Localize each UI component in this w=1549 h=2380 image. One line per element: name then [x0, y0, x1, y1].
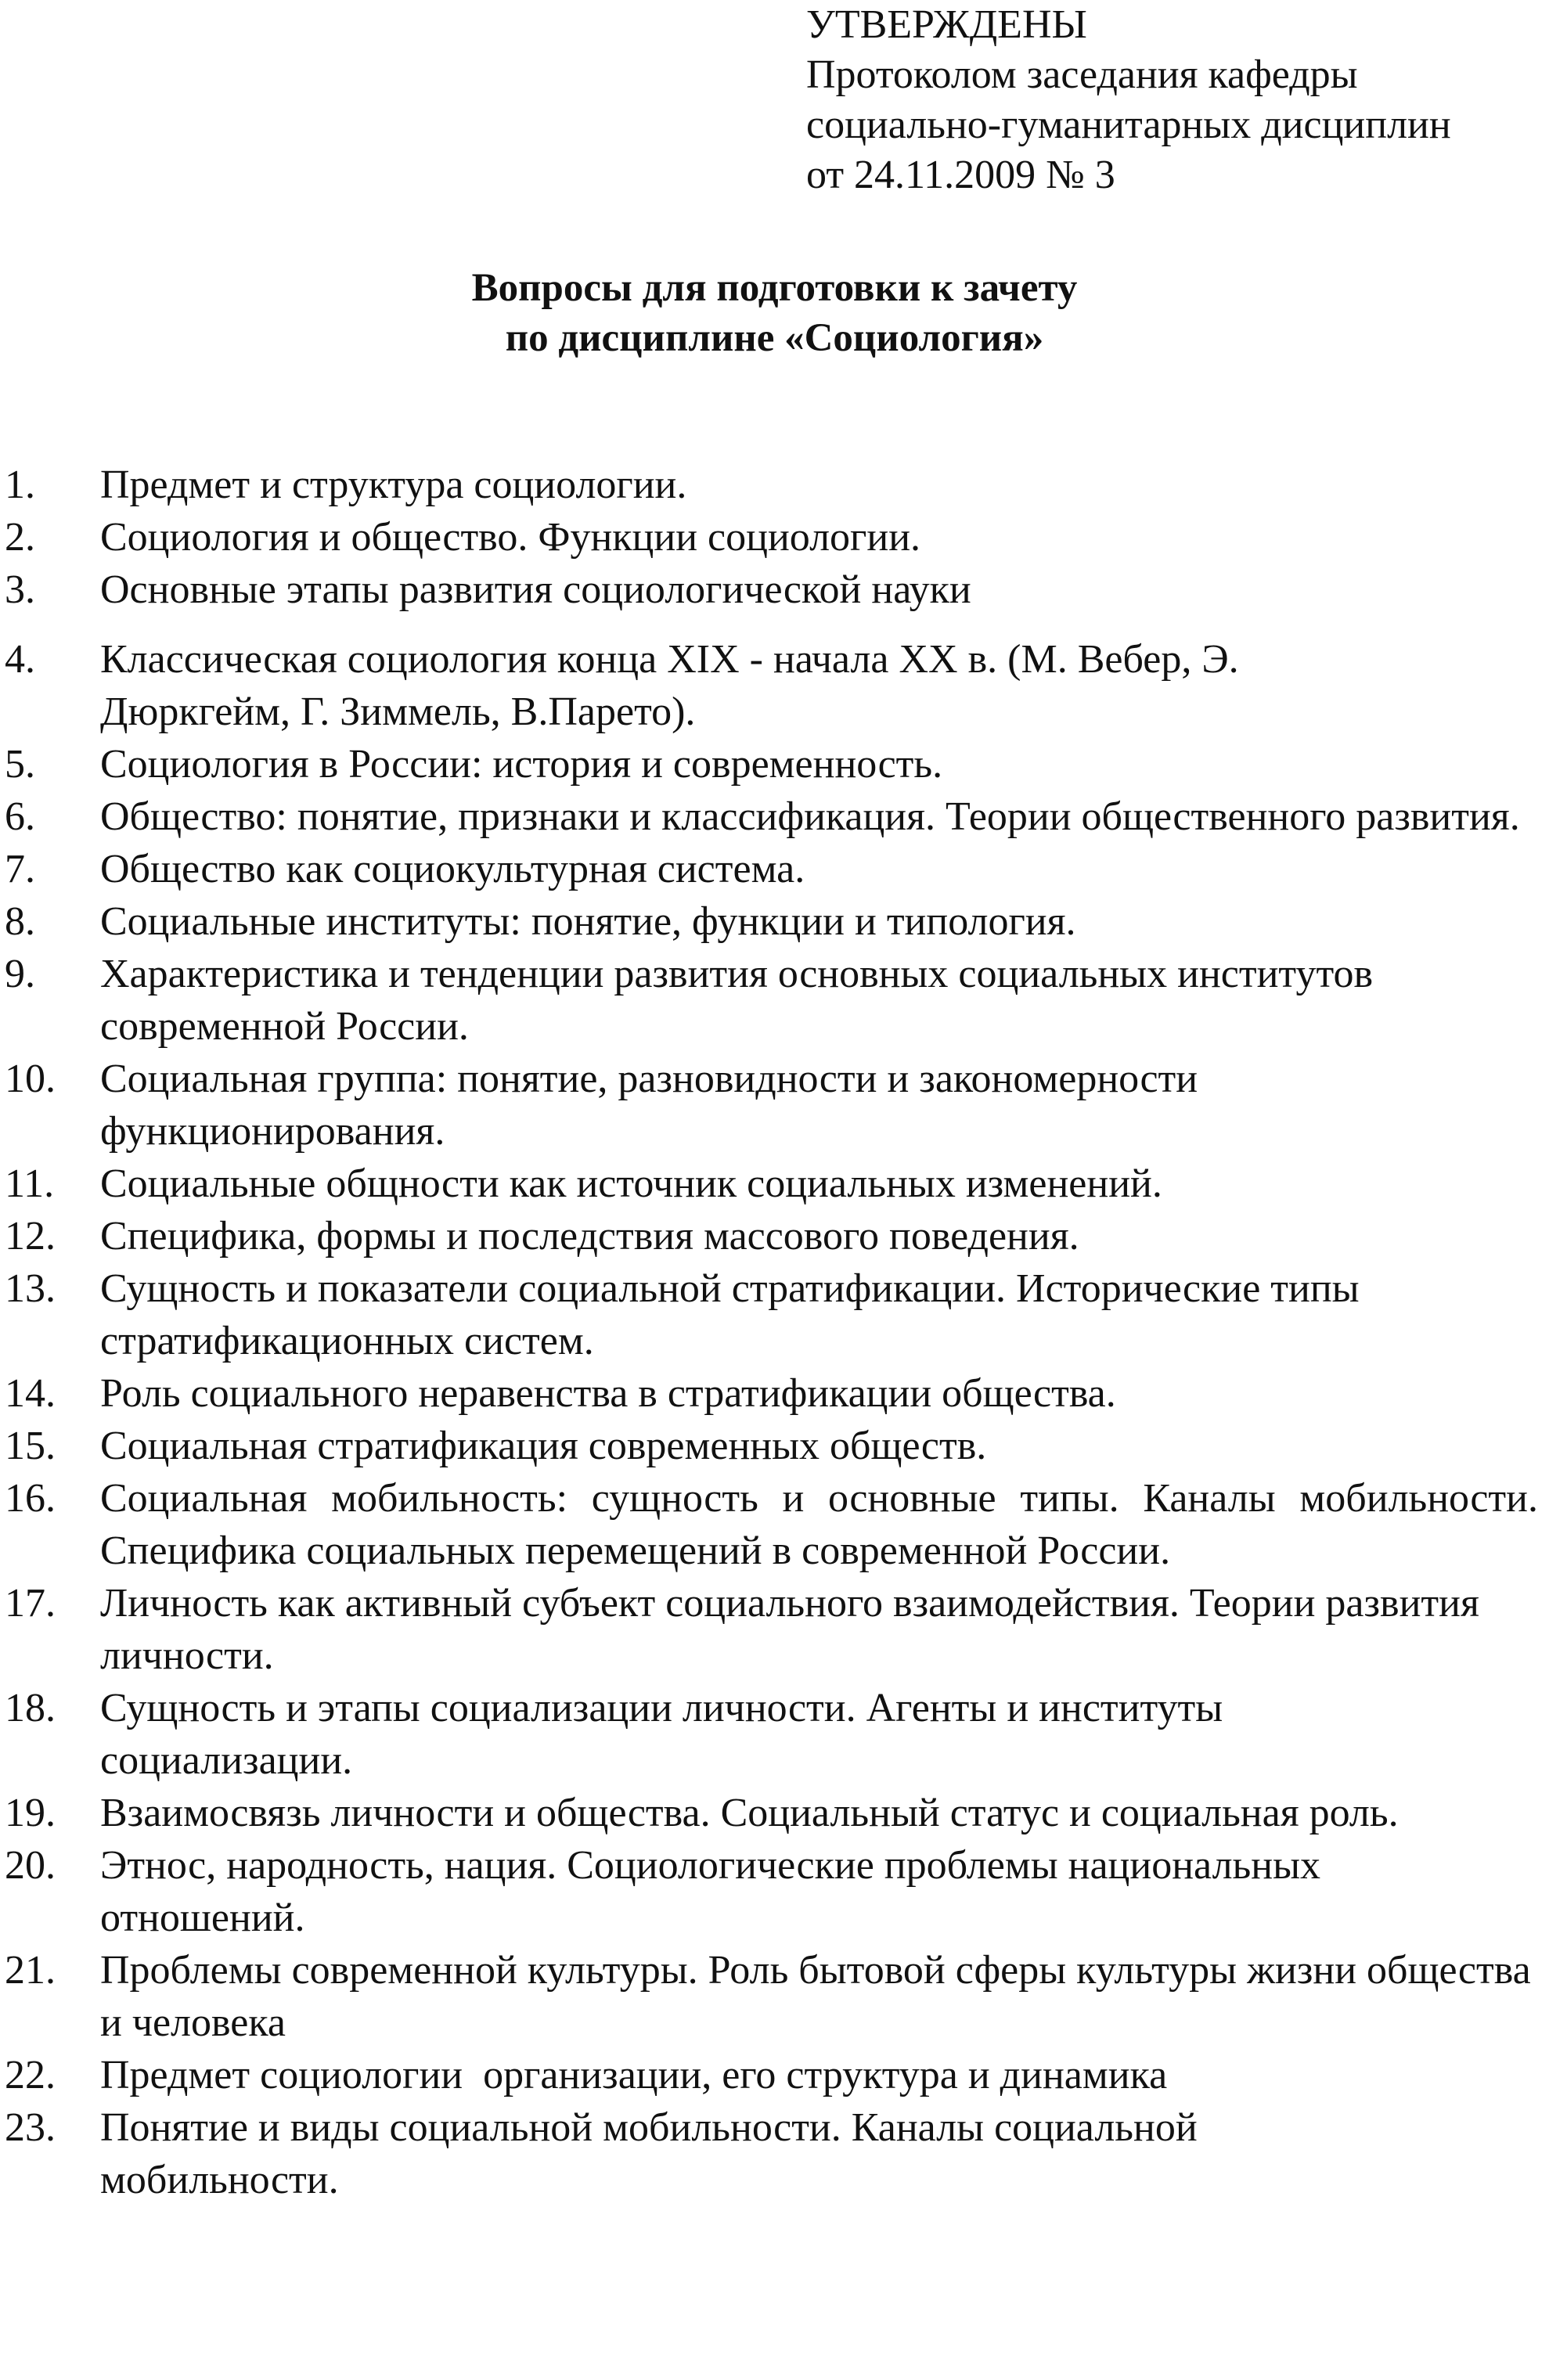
question-number: 12. [5, 1214, 56, 1258]
list-item [0, 1787, 1549, 1839]
question-text: Социальная мобильность: сущность и основные типы. Каналы мобильности. Специфика социальных перемещений в современной России. [100, 1476, 1538, 1573]
list-item [0, 895, 1549, 948]
question-number: 19. [5, 1791, 56, 1835]
list-item [0, 1053, 1549, 1158]
question-number: 21. [5, 1948, 56, 1993]
question-number: 23. [5, 2105, 56, 2150]
question-text: Классическая социология конца XIX - начала XX в. (М. Вебер, Э. Дюркгейм, Г. Зиммель, В.Парето). [100, 637, 1239, 734]
question-number: 2. [5, 515, 35, 560]
list-item [0, 1158, 1549, 1210]
question-number: 8. [5, 899, 35, 944]
question-text: Личность как активный субъект социального взаимодействия. Теории развития личности. [100, 1581, 1479, 1678]
list-item [0, 1472, 1549, 1577]
question-number: 18. [5, 1686, 56, 1730]
approval-department: социально-гуманитарных дисциплин [806, 103, 1451, 147]
title-line-2: по дисциплине «Социология» [505, 316, 1044, 360]
question-text: Социальные институты: понятие, функции и типология. [100, 899, 1076, 944]
list-item [0, 1944, 1549, 2049]
question-text: Сущность и показатели социальной стратификации. Исторические типы стратификационных систем. [100, 1266, 1360, 1363]
question-number: 3. [5, 567, 35, 612]
title-line-1: Вопросы для подготовки к зачету [471, 266, 1078, 310]
question-number: 7. [5, 847, 35, 891]
question-text: Социальная группа: понятие, разновидности и закономерности функционирования. [100, 1057, 1198, 1154]
question-text: Характеристика и тенденции развития основных социальных институтов современной России. [100, 952, 1374, 1049]
list-item [0, 1210, 1549, 1262]
question-text: Понятие и виды социальной мобильности. Каналы социальной мобильности. [100, 2105, 1198, 2202]
list-item [0, 948, 1549, 1053]
list-item [0, 738, 1549, 790]
list-item [0, 1682, 1549, 1787]
question-number: 17. [5, 1581, 56, 1626]
list-item [0, 1577, 1549, 1682]
list-item [0, 633, 1549, 738]
question-number: 22. [5, 2053, 56, 2097]
question-text: Взаимосвязь личности и общества. Социальный статус и социальная роль. [100, 1791, 1399, 1835]
question-text: Общество: понятие, признаки и классификация. Теории общественного развития. [100, 794, 1520, 839]
question-number: 11. [5, 1161, 55, 1206]
approval-block [806, 0, 1451, 200]
question-text: Социальная стратификация современных обществ. [100, 1424, 987, 1468]
list-item [0, 1839, 1549, 1944]
list-item [0, 459, 1549, 511]
list-item [0, 1262, 1549, 1367]
question-text: Общество как социокультурная система. [100, 847, 805, 891]
question-text: Предмет и структура социологии. [100, 463, 687, 507]
approval-date: от 24.11.2009 № 3 [806, 153, 1115, 197]
question-text: Проблемы современной культуры. Роль бытовой сферы культуры жизни общества и человека [100, 1948, 1531, 2045]
question-text: Социология в России: история и современность. [100, 742, 943, 787]
question-number: 10. [5, 1057, 56, 1101]
approval-protocol: Протоколом заседания кафедры [806, 52, 1358, 97]
question-number: 15. [5, 1424, 56, 1468]
list-item [0, 563, 1549, 616]
question-text: Этнос, народность, нация. Социологические проблемы национальных отношений. [100, 1843, 1321, 1940]
list-item [0, 1420, 1549, 1472]
question-number: 4. [5, 637, 35, 682]
question-number: 5. [5, 742, 35, 787]
question-text: Роль социального неравенства в стратификации общества. [100, 1371, 1116, 1416]
question-text: Сущность и этапы социализации личности. Агенты и институты социализации. [100, 1686, 1223, 1783]
question-number: 13. [5, 1266, 56, 1311]
question-list [0, 459, 1549, 2206]
list-item [0, 2101, 1549, 2206]
approval-heading: УТВЕРЖДЕНЫ [806, 2, 1087, 47]
question-number: 14. [5, 1371, 56, 1416]
list-item [0, 2049, 1549, 2101]
question-number: 6. [5, 794, 35, 839]
list-item [0, 511, 1549, 563]
question-number: 20. [5, 1843, 56, 1888]
question-number: 9. [5, 952, 35, 996]
document-title [0, 263, 1549, 363]
question-number: 1. [5, 463, 35, 507]
question-text: Основные этапы развития социологической науки [100, 567, 971, 612]
list-item [0, 1367, 1549, 1420]
list-item [0, 843, 1549, 895]
list-item [0, 790, 1549, 843]
question-text: Социальные общности как источник социальных изменений. [100, 1161, 1162, 1206]
question-text: Специфика, формы и последствия массового поведения. [100, 1214, 1079, 1258]
question-number: 16. [5, 1476, 56, 1521]
question-text: Предмет социологии организации, его структура и динамика [100, 2053, 1168, 2097]
question-text: Социология и общество. Функции социологии. [100, 515, 921, 560]
